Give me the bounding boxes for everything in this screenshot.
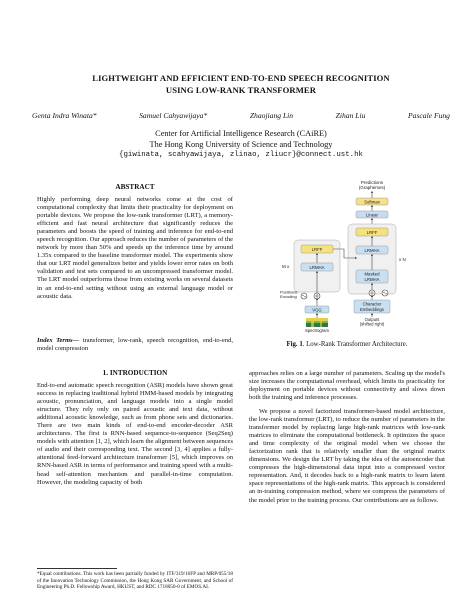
figure-caption	[249, 341, 445, 348]
author-1: Genta Indra Winata*	[32, 111, 97, 120]
author-3: Zhaojiang Lin	[249, 111, 294, 120]
fig-nx-label: x N	[399, 257, 406, 262]
fig-encoder-lrff-label: LRFF	[311, 246, 323, 252]
index-terms-text: transformer, low-rank, speech recognition, end-to-end, model compression	[37, 337, 233, 353]
figure-caption-label: Fig. 1	[286, 341, 303, 348]
footnote: *Equal contributions. This work has been partially funded by ITF/319/16FP and MRP/055/18 of the Innovation Technology Commission, the Hong Kong SAR Government, and School of Engineering Ph.D. Fellowship Award, HKUST, and RDC 1718050-0 of EMOS.AI.	[37, 571, 233, 591]
affiliation-university: The Hong Kong University of Science and Technology	[149, 140, 333, 149]
architecture-diagram	[270, 178, 422, 334]
fig-char-emb-label-2: Embeddings	[360, 306, 384, 312]
arxiv-stamp	[3, 140, 25, 470]
paper-title	[36, 72, 446, 96]
fig-linear-label: Linear	[366, 212, 378, 218]
intro-right-para-1: approaches relies on a large number of parameters. Scaling up the model's size increases the computational overhead, which limits its practicality for deployment on portable devices without connectivity and slows down both the training and inference processes.	[249, 370, 445, 402]
fig-masked-label: Masked	[364, 271, 380, 277]
intro-right-para-2: We propose a novel factorized transformer-based model architecture, the low-rank transformer (LRT), to reduce the number of parameters in the transformer model by replacing large high-rank matrices with low-rank matrices to eliminate the computational bottleneck. It optimizes the space and time complexity of the original model when we choose the factorization rank that is relatively smaller than the original matrix dimensions. We design the LRT by taking the idea of the autoencoder that compresses the high-dimensional data input into a compressed vector representation. And, it decodes back to a high-rank matrix to learn latent space representations of the high-rank matrix. This approach is considered an in-training compression method, where we compress the parameters of the model prior to the training process. Our contributions are as follows.	[249, 408, 445, 504]
fig-softmax-label: Softmax	[364, 199, 380, 205]
author-5: Pascale Fung	[408, 111, 450, 120]
fig-encoder-lrmha-label: LRMHA	[309, 264, 325, 270]
fig-graphemes-label: (Graphemes)	[358, 185, 386, 190]
affiliation-center: Center for Artificial Intelligence Research (CAiRE)	[155, 129, 327, 138]
fig-masked-label-2: LRMHA	[364, 276, 380, 282]
fig-spectrogram-image	[306, 318, 328, 327]
fig-vgg-label: VGG	[312, 307, 322, 313]
fig-char-emb-label: Character	[362, 301, 382, 307]
fig-decoder-lrff-label: LRFF	[366, 229, 378, 235]
fig-predictions-label: Predictions	[360, 180, 384, 185]
author-list	[32, 111, 450, 120]
fig-mx-label: M x	[282, 264, 290, 269]
abstract-body: Highly performing deep neural networks come at the cost of computational complexity that limits their practicality for deployment on portable devices. We propose the low-rank transformer (LRT), a memory-efficient and fast neural architecture that significantly reduces the parameters and boosts the speed of training and inference for end-to-end speech recognition. Our approach reduces the number of parameters of the network by more than 50% and speeds up the inference time by around 1.35x compared to the baseline transformer model. The experiments show that our LRT model generalizes better and yields lower error rates on both validation and test sets compared to an uncompressed transformer model. The LRT model outperforms those from existing works on several datasets in an end-to-end setting without using an external language model or acoustic data.	[37, 196, 233, 300]
architecture-figure	[270, 178, 422, 334]
fig-pos-enc-label: Positional	[280, 289, 298, 295]
title-line-1: LIGHTWEIGHT AND EFFICIENT END-TO-END SPEECH RECOGNITION	[92, 73, 390, 83]
author-2: Samuel Cahyawijaya*	[139, 111, 208, 120]
abstract-heading: ABSTRACT	[115, 183, 155, 191]
arxiv-stamp-svg	[3, 140, 25, 470]
footnote-rule	[37, 568, 117, 569]
index-terms-label: Index Terms—	[37, 337, 80, 344]
fig-outputs-label: Outputs	[364, 317, 380, 322]
figure-caption-text: . Low-Rank Transformer Architecture.	[302, 341, 408, 348]
affiliation-emails: {giwinata, scahyawijaya, zlinao, zliucr}@connect.ust.hk	[119, 151, 363, 159]
intro-left-text: End-to-end automatic speech recognition (ASR) models have shown great success in replacing traditional hybrid HMM-based models by integrating acoustic, pronunciation, and language models into a single model structure. They rely only on paired acoustic and text data, without additional acoustic knowledge, such as from phone sets and dictionaries. There are two main kinds of end-to-end encoder-decoder ASR architectures. The first is RNN-based sequence-to-sequence (Seq2Seq) models with attention [1, 2], which learn the alignment between sequences of audio and their corresponding text. The second [3, 4] applies a fully-attentional feed-forward architecture transformer [5], which improves on RNN-based ASR in terms of performance and training speed with a multi-head self-attention mechanism and parallel-in-time computation. However, the modeling capacity of both	[37, 382, 233, 486]
fig-outputs-label-2: (shifted right)	[359, 321, 385, 327]
index-terms	[37, 337, 233, 353]
title-line-2: USING LOW-RANK TRANSFORMER	[165, 85, 317, 95]
fig-decoder-lrmha-label: LRMHA	[364, 247, 380, 253]
intro-heading: 1. INTRODUCTION	[102, 369, 168, 377]
fig-spectrogram-label: Spectrogram	[305, 328, 329, 333]
fig-pos-enc-label-2: Encoding	[280, 294, 297, 299]
affiliation	[36, 128, 446, 161]
author-4: Zihan Liu	[335, 111, 366, 120]
